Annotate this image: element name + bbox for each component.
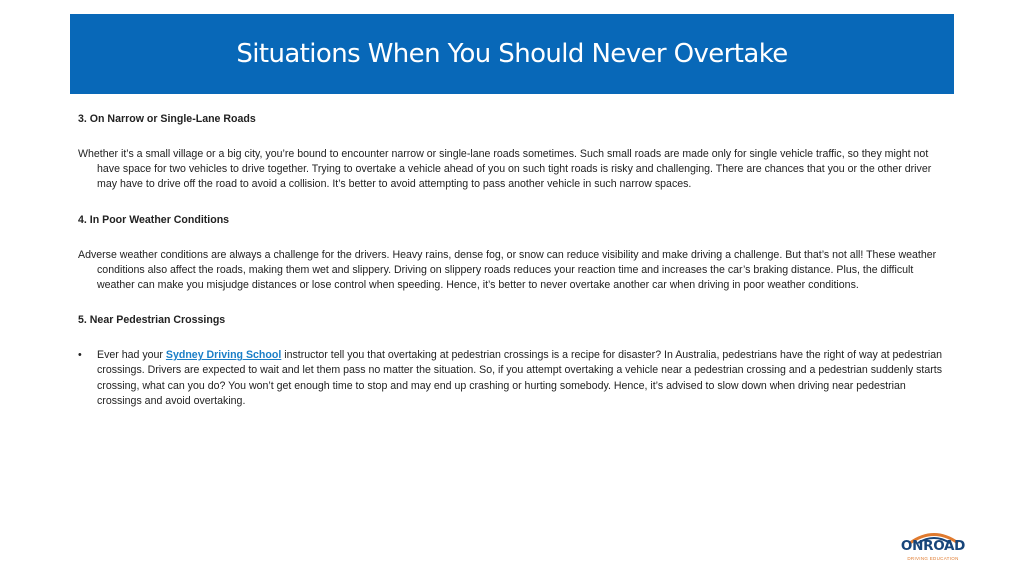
body-text-before-link: Ever had your bbox=[97, 349, 166, 362]
content-area bbox=[78, 112, 946, 409]
logo-tagline: DRIVING EDUCATION bbox=[907, 556, 959, 561]
sydney-driving-school-link[interactable]: Sydney Driving School bbox=[165, 349, 282, 362]
title-banner bbox=[70, 14, 954, 94]
section-body-narrow-roads: Whether it’s a small village or a big city, you’re bound to encounter narrow or single-lane roads sometimes. Such small roads are made only for single vehicle traffic, so they might not have space for two vehicles to drive together. Trying to overtake a vehicle ahead of you on such tight roads is risky and challenging. There are chances that you or the other driver may have to drive off the road to avoid a collision. It’s better to avoid attempting to pass another vehicle in such narrow spaces. bbox=[78, 148, 932, 191]
section-body-pedestrian bbox=[97, 348, 946, 409]
onroad-logo bbox=[894, 528, 972, 568]
section-heading-narrow-roads: 3. On Narrow or Single-Lane Roads bbox=[78, 113, 256, 125]
logo-wordmark: ONROAD bbox=[900, 538, 966, 554]
body-text-after-link: instructor tell you that overtaking at pedestrian crossings is a recipe for disaster? In Australia, pedestrians have the right of way at pedestrian crossings. Drivers are expected to wait and let them pass no matter the situation. So, if you attempt overtaking a vehicle near a pedestrian crossing and a pedestrian suddenly starts crossing, what can you do? You won’t get enough time to stop and may end up crashing or hurting somebody. Hence, it’s advised to slow down when driving near pedestrian crossings and avoid overtaking. bbox=[97, 349, 943, 407]
section-body-poor-weather: Adverse weather conditions are always a challenge for the drivers. Heavy rains, dense fog, or snow can reduce visibility and make driving a challenge. But that’s not all! These weather conditions also affect the roads, making them wet and slippery. Driving on slippery roads reduces your reaction time and increases the car’s braking distance. Plus, the difficult weather can make you misjudge distances or lose control when speeding. Hence, it’s better to never overtake another car when driving in poor weather conditions. bbox=[78, 248, 937, 292]
section-heading-pedestrian-crossings: 5. Near Pedestrian Crossings bbox=[78, 314, 226, 327]
bullet-icon: • bbox=[78, 349, 82, 362]
bullet-item-pedestrian bbox=[78, 348, 946, 409]
section-heading-poor-weather: 4. In Poor Weather Conditions bbox=[78, 213, 230, 226]
page-title: Situations When You Should Never Overtake bbox=[236, 39, 788, 69]
